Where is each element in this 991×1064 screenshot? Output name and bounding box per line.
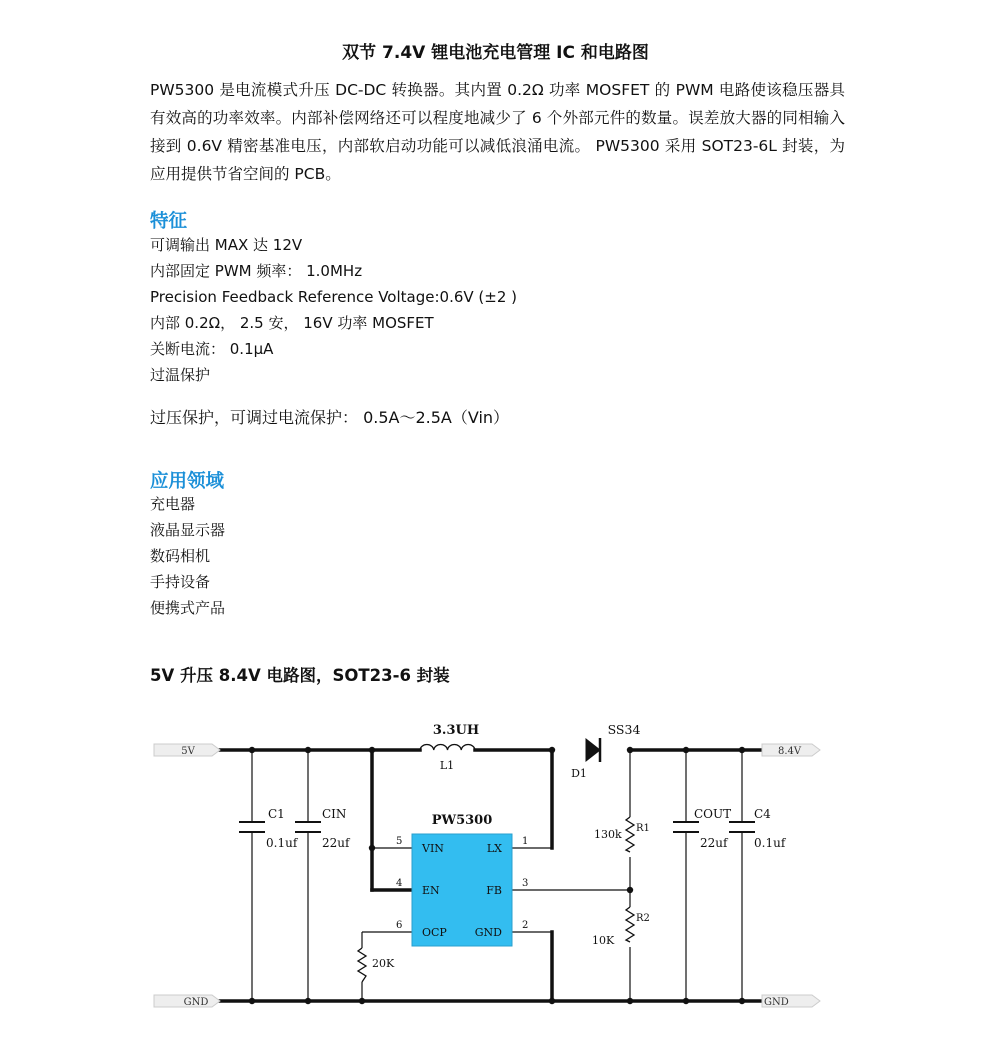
pin-number-4: 4 <box>396 878 403 889</box>
pin-vin: VIN <box>422 842 444 855</box>
feature-item: Precision Feedback Reference Voltage:0.6V (±2 ) <box>150 288 517 306</box>
r2-ref: R2 <box>636 913 650 924</box>
intro-paragraph: PW5300 是电流模式升压 DC-DC 转换器。其内置 0.2Ω 功率 MOSFET 的 PWM 电路使该稳压器具有效高的功率效率。内部补偿网络还可以程度地减少了 6 个外部元件的数量。误差放大器的同相输入接到 0.6V 精密基准电压，内部软启动功能可以减低浪涌电流。 PW5300 采用 SOT23-6L 封装，为应用提供节省空间的 PCB。 <box>150 81 845 183</box>
pin-number-6: 6 <box>396 920 403 931</box>
chip-name: PW5300 <box>431 813 493 828</box>
feature-item: 可调输出 MAX 达 12V <box>150 236 303 254</box>
features-list <box>150 232 517 388</box>
pin-gnd: GND <box>474 926 502 939</box>
diode-symbol <box>586 738 600 762</box>
inductor-ref: L1 <box>439 759 455 772</box>
input-label: 5V <box>181 746 195 757</box>
application-item: 数码相机 <box>150 547 211 565</box>
feature-item: 内部固定 PWM 频率： 1.0MHz <box>150 262 363 280</box>
c1-ref: C1 <box>268 807 285 821</box>
applications-list <box>150 491 225 621</box>
pin-number-5: 5 <box>396 836 403 847</box>
application-item: 便携式产品 <box>150 599 226 617</box>
circuit-schematic <box>150 712 840 1017</box>
inductor-value: 3.3UH <box>432 723 480 738</box>
feature-item: 内部 0.2Ω， 2.5 安， 16V 功率 MOSFET <box>150 314 434 332</box>
r2-value: 10K <box>592 934 615 947</box>
application-item: 充电器 <box>150 495 196 513</box>
features-heading: 特征 <box>150 211 188 232</box>
pin-number-3: 3 <box>522 878 529 889</box>
pin-number-2: 2 <box>522 920 529 931</box>
feature-extra: 过压保护，可调过电流保护： 0.5A〜2.5A（Vin） <box>150 408 510 427</box>
pin-lx: LX <box>486 842 502 855</box>
c4-value: 0.1uf <box>754 836 786 850</box>
gnd-left-label: GND <box>183 997 209 1008</box>
page-title: 双节 7.4V 锂电池充电管理 IC 和电路图 <box>342 43 649 63</box>
pin-en: EN <box>422 884 440 897</box>
pin-ocp: OCP <box>422 926 447 939</box>
cout-value: 22uf <box>700 836 728 850</box>
application-item: 液晶显示器 <box>150 521 226 539</box>
capacitor-plates <box>239 822 755 832</box>
pin-fb: FB <box>486 884 502 897</box>
pin-number-1: 1 <box>522 836 529 847</box>
application-item: 手持设备 <box>150 573 211 591</box>
r1-ref: R1 <box>636 823 650 834</box>
inductor-symbol <box>420 745 475 750</box>
cout-ref: COUT <box>694 807 732 821</box>
diode-ref: D1 <box>571 767 587 780</box>
output-label: 8.4V <box>778 746 802 757</box>
feature-item: 过温保护 <box>150 366 211 384</box>
feature-item: 关断电流： 0.1μA <box>150 340 274 358</box>
circuit-title: 5V 升压 8.4V 电路图，SOT23-6 封装 <box>150 666 450 685</box>
r3-value: 20K <box>372 957 395 970</box>
applications-heading: 应用领域 <box>150 471 225 492</box>
cin-value: 22uf <box>322 836 350 850</box>
c4-ref: C4 <box>754 807 771 821</box>
gnd-right-label: GND <box>764 997 789 1008</box>
cin-ref: CIN <box>322 807 347 821</box>
r1-value: 130k <box>594 828 622 841</box>
c1-value: 0.1uf <box>266 836 298 850</box>
diode-part: SS34 <box>607 722 641 737</box>
